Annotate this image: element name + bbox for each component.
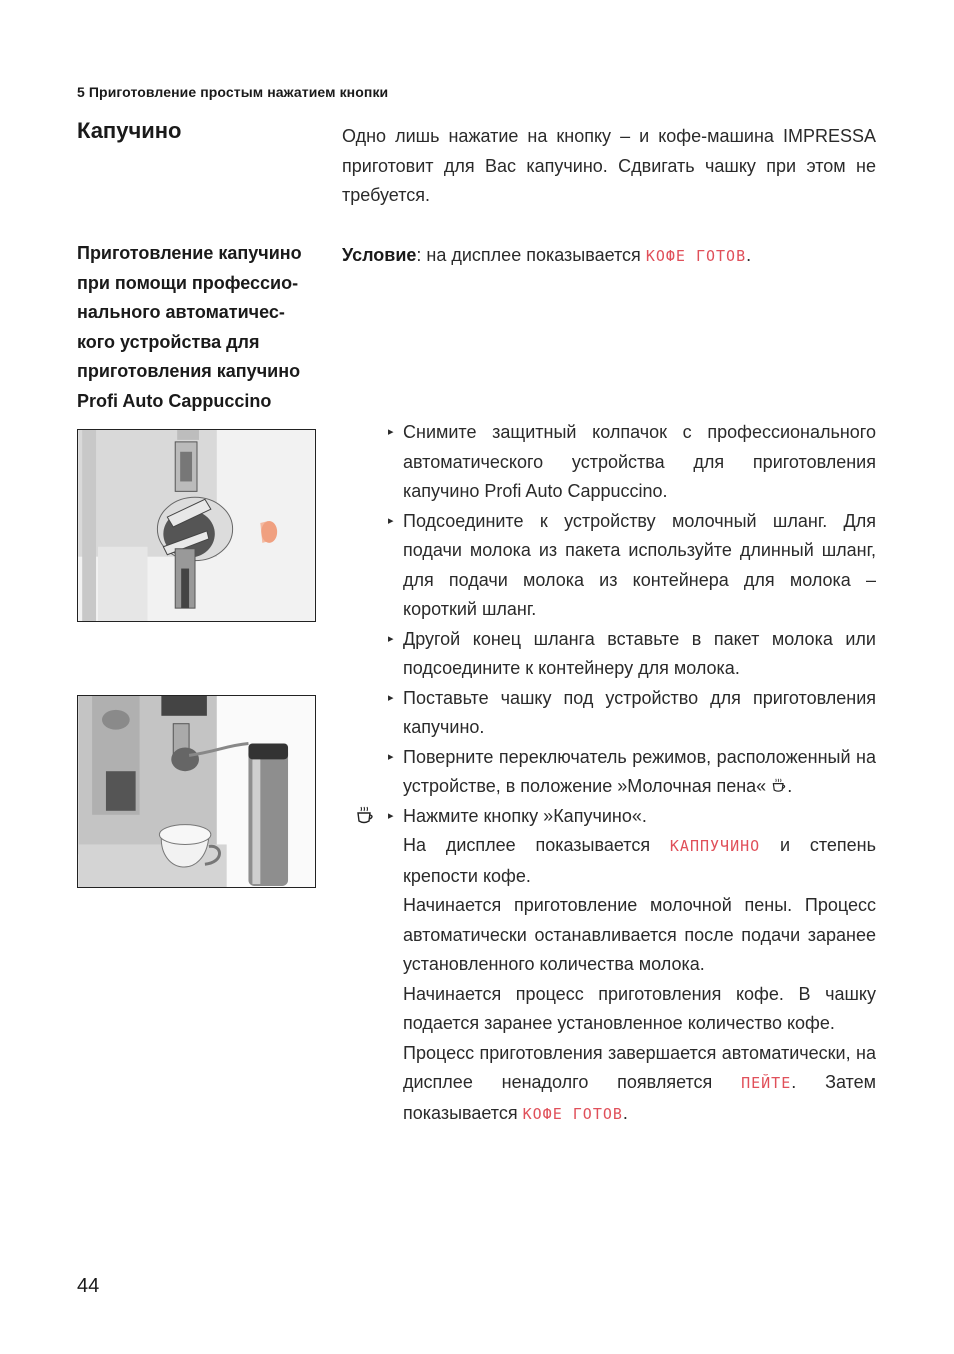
display-readout: КАППУЧИНО <box>669 837 761 855</box>
step-text: Нажмите кнопку »Капучино«. <box>403 805 647 826</box>
arrow-icon: ▸ <box>388 426 394 438</box>
arrow-icon: ▸ <box>388 691 394 704</box>
figure-remove-cap <box>77 429 316 622</box>
instruction-steps <box>386 418 876 1129</box>
step-item <box>386 743 876 802</box>
subsection-heading <box>77 239 317 417</box>
display-readout: КОФЕ ГОТОВ <box>522 1104 623 1123</box>
result-paragraph <box>386 1039 876 1130</box>
step-item <box>386 507 876 625</box>
step-text: Другой конец шланга вставьте в пакет молока или подсоедините к контейнеру для молока. <box>403 628 876 678</box>
step-end: . <box>787 776 793 796</box>
step-item <box>386 802 876 832</box>
arrow-icon: ▸ <box>388 514 394 527</box>
result-text: . <box>622 1102 628 1123</box>
step-text: Подсоедините к устройству молочный шланг. Для подачи молока из пакета используйте длинный шланг, для подачи молока из контейнера для молока – короткий шланг. <box>403 510 876 619</box>
arrow-icon: ▸ <box>388 809 394 822</box>
display-readout: КОФЕ ГОТОВ <box>645 247 747 265</box>
subsection-heading-line: Приготовление капучино <box>77 243 302 263</box>
subsection-heading-line: нального автоматичес- <box>77 302 285 323</box>
figure-connect-milk <box>77 695 316 888</box>
result-paragraph: Начинается процесс приготовления кофе. В чашку подается заранее установленное количество кофе. <box>403 983 876 1033</box>
result-paragraph: Начинается приготовление молочной пены. Процесс автоматически останавливается после подачи заранее установленного количества молока. <box>403 895 876 974</box>
illustration-cappuccino-unit <box>78 430 315 621</box>
step-text: Поставьте чашку под устройство для приготовления капучино. <box>403 687 876 737</box>
result-text: . Затем показывается <box>403 1072 876 1123</box>
condition-label: Условие <box>342 245 417 265</box>
arrow-icon: ▸ <box>388 632 394 645</box>
cup-icon <box>355 806 375 826</box>
arrow-icon: ▸ <box>388 750 394 763</box>
result-paragraph <box>386 831 876 891</box>
running-head: 5 Приготовление простым нажатием кнопки <box>77 84 389 100</box>
condition-line <box>342 241 751 272</box>
subsection-heading-line: кого устройства для <box>77 331 260 352</box>
illustration-machine-with-container <box>78 696 315 887</box>
step-item <box>386 418 876 507</box>
step-text: Поверните переключатель режимов, расположенный на устройстве, в положение »Молочная пена« <box>403 746 876 796</box>
condition-end: . <box>746 245 752 265</box>
step-text: Снимите защитный колпачок с профессионального автоматического устройства для приготовления капучино Profi Auto Cappuccino. <box>403 422 876 501</box>
subsection-heading-line: при помощи профессио- <box>77 272 299 293</box>
step-item <box>386 625 876 684</box>
section-title: Капучино <box>77 118 182 143</box>
subsection-heading-line: Profi Auto Cappuccino <box>77 390 272 411</box>
result-text: и степень крепости кофе. <box>403 835 876 886</box>
result-text: На дисплее показывается <box>403 835 670 855</box>
intro-paragraph: Одно лишь нажатие на кнопку – и кофе-машина IMPRESSA приготовит для Вас капучино. Сдвигать чашку при этом не требуется. <box>342 126 876 205</box>
page-number: 44 <box>77 1275 100 1297</box>
display-readout: ПЕЙТЕ <box>741 1074 792 1092</box>
cup-icon <box>771 778 787 794</box>
condition-text: : на дисплее показывается <box>416 245 646 265</box>
result-text: Процесс приготовления завершается автоматически, на дисплее ненадолго появляется <box>403 1042 876 1092</box>
subsection-heading-line: приготовления капучино <box>77 361 301 382</box>
step-item <box>386 684 876 743</box>
